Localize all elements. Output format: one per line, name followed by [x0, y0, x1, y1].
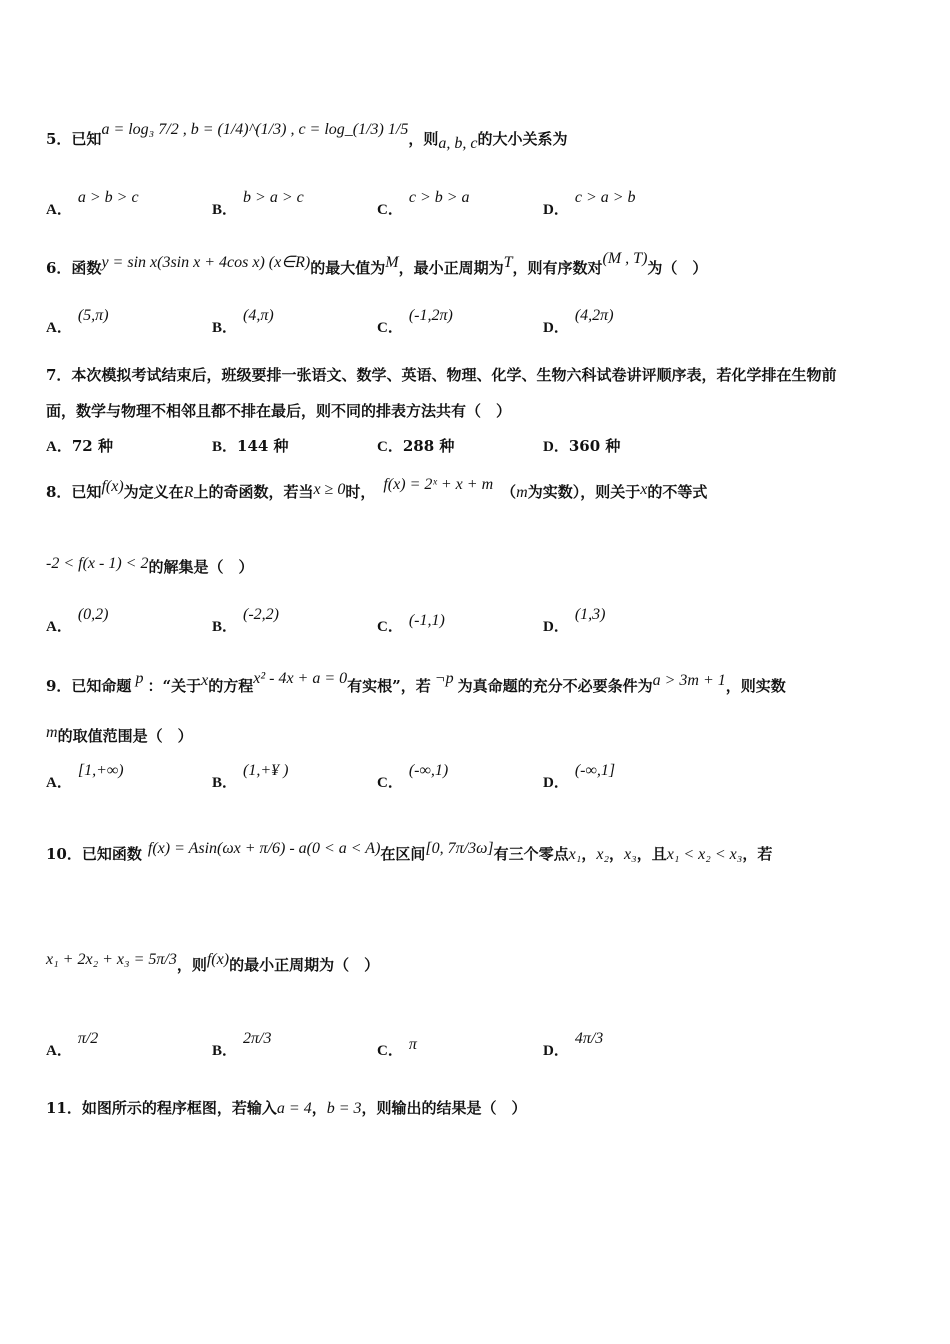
q9-condition: a > 3m + 1 [652, 672, 726, 689]
q6-option-c[interactable]: C．(-1,2π) [377, 307, 453, 336]
q7-line-1: 7．本次模拟考试结束后，班级要排一张语文、数学、英语、物理、化学、生物六科试卷讲评顺序表，若化学排在生物前 [46, 366, 837, 384]
q10-option-d[interactable]: D．4π/3 [543, 1030, 604, 1059]
q7-option-b[interactable]: B．144 种 [212, 437, 289, 455]
q10-function: f(x) = Asin(ωx + π/6) - a(0 < a < A) [147, 840, 381, 857]
q5-option-a[interactable]: A．a > b > c [46, 189, 139, 218]
q6-function: y = sin x(3sin x + 4cos x) (x∈R) [101, 254, 311, 271]
q5-then: ，则 [408, 130, 439, 148]
q8-option-d[interactable]: D．(1,3) [543, 606, 606, 635]
q6-period-var: T [503, 254, 513, 271]
q5-option-c[interactable]: C．c > b > a [377, 189, 470, 218]
q7-option-a[interactable]: A．72 种 [46, 437, 113, 455]
q8-r: R [183, 484, 194, 501]
q6-max-var: M [385, 254, 399, 271]
q9-x: x [201, 672, 209, 689]
q10-x1: x₁ [568, 846, 582, 863]
q8-option-c[interactable]: C． (-1,1) [377, 612, 445, 635]
q9-m: m [46, 724, 58, 741]
q6-option-b[interactable]: B．(4,π) [212, 307, 274, 336]
q9-not-p: ¬p [434, 670, 454, 687]
q8-expr: f(x) = 2ˣ + x + m [383, 476, 494, 493]
q8-cond: x ≥ 0 [313, 481, 346, 498]
q6-number: 6．函数 [46, 259, 102, 277]
q5-option-d[interactable]: D．c > a > b [543, 189, 636, 218]
question-9: 9．已知命题 p ：“关于x的方程x² - 4x + a = 0有实根”，若 ¬p 为真命题的充分不必要条件为a > 3m + 1，则实数 [46, 670, 786, 695]
q10-interval: [0, 7π/3ω] [425, 840, 494, 857]
question-10: 10．已知函数 f(x) = Asin(ωx + π/6) - a(0 < a < A)在区间[0, 7π/3ω]有三个零点x₁，x₂，x₃，且x₁ < x₂ < x₃，若 [46, 840, 773, 863]
q9-equation: x² - 4x + a = 0 [253, 670, 348, 687]
q9-p: p [135, 670, 144, 687]
q8-option-a[interactable]: A．(0,2) [46, 606, 109, 635]
question-5 [46, 121, 568, 152]
q10-option-a[interactable]: A．π/2 [46, 1030, 99, 1059]
q5-number: 5．已知 [46, 130, 102, 148]
q10-fx: f(x) [206, 951, 230, 968]
q5-tail: 的大小关系为 [477, 130, 568, 148]
q10-order: x₁ < x₂ < x₃ [666, 846, 743, 863]
q8-m: m [516, 484, 528, 501]
q11-a: a = 4 [276, 1100, 312, 1117]
q7-option-c[interactable]: C．288 种 [377, 437, 455, 455]
q10-line-2: x₁ + 2x₂ + x₃ = 5π/3，则f(x)的最小正周期为（ ） [46, 951, 380, 974]
question-11: 11．如图所示的程序框图，若输入a = 4，b = 3，则输出的结果是（ ） [46, 1099, 527, 1117]
q7-option-d[interactable]: D．360 种 [543, 437, 621, 455]
q10-option-c[interactable]: C． π [377, 1036, 417, 1059]
q10-option-b[interactable]: B．2π/3 [212, 1030, 272, 1059]
q5-vars: a, b, c [438, 135, 478, 152]
q6-option-a[interactable]: A．(5,π) [46, 307, 109, 336]
q5-option-b[interactable]: B．b > a > c [212, 189, 304, 218]
question-8: 8．已知f(x)为定义在R上的奇函数，若当x ≥ 0时， f(x) = 2ˣ + x + m （m为实数），则关于x的不等式 [46, 476, 708, 501]
q10-sum: x₁ + 2x₂ + x₃ = 5π/3 [46, 951, 177, 968]
q6-pair: (M , T) [602, 250, 648, 267]
q9-line-2: m的取值范围是（ ） [46, 724, 193, 745]
q5-definitions: a = log₃ 7/2 , b = (1/4)^(1/3) , c = log_(1/3) 1/5 [101, 121, 409, 138]
q8-inequality: -2 < f(x - 1) < 2 [46, 555, 149, 572]
q8-option-b[interactable]: B．(-2,2) [212, 606, 279, 635]
q9-option-d[interactable]: D．(-∞,1] [543, 762, 616, 791]
q9-option-a[interactable]: A．[1,+∞) [46, 762, 124, 791]
q8-x: x [640, 481, 648, 498]
q8-f: f(x) [101, 478, 124, 495]
q9-option-c[interactable]: C．(-∞,1) [377, 762, 449, 791]
q6-option-d[interactable]: D．(4,2π) [543, 307, 614, 336]
q11-b: b = 3 [326, 1100, 362, 1117]
q7-line-2: 面，数学与物理不相邻且都不排在最后，则不同的排表方法共有（ ） [46, 402, 512, 420]
q8-line-2: -2 < f(x - 1) < 2的解集是（ ） [46, 555, 254, 576]
q9-option-b[interactable]: B．(1,+¥ ) [212, 762, 289, 791]
q10-x3: x₃ [624, 846, 637, 863]
q10-x2: x₂ [596, 846, 610, 863]
question-6: 6．函数y = sin x(3sin x + 4cos x) (x∈R)的最大值为M，最小正周期为T，则有序数对(M , T)为（ ） [46, 250, 708, 277]
